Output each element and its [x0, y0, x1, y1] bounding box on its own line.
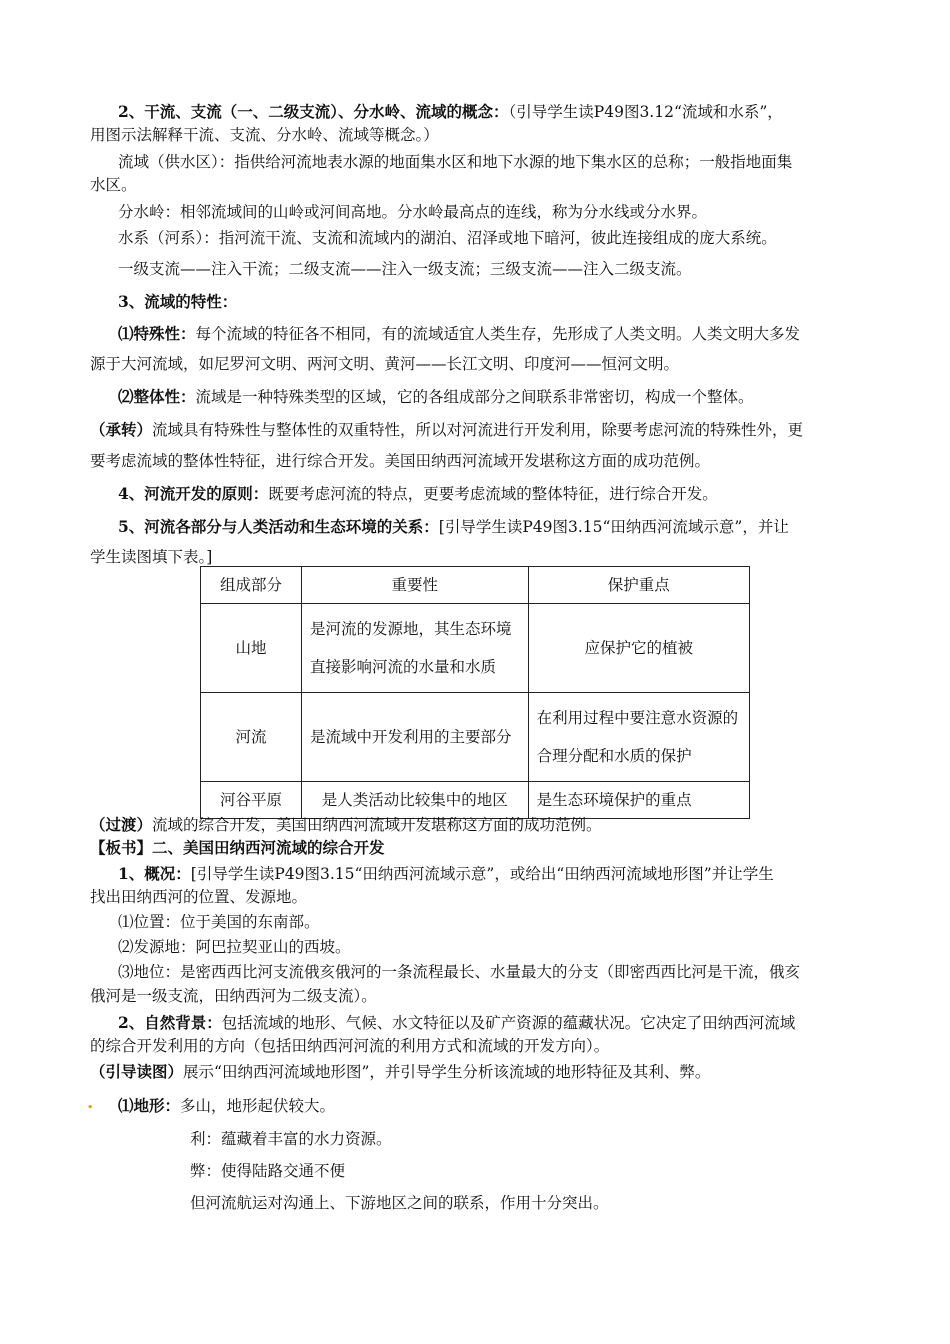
- paragraph-line: ⑴位置：位于美国的东南部。: [118, 913, 320, 931]
- paragraph-line: 源于大河流域，如尼罗河文明、两河文明、黄河——长江文明、印度河——恒河文明。: [90, 355, 680, 373]
- table-header-row: [201, 567, 750, 604]
- concept-heading-line: [118, 101, 908, 123]
- terrain-heading: ⑴地形：: [118, 1096, 181, 1115]
- river-parts-table: [200, 566, 750, 819]
- term-text: 每个流域的特征各不相同，有的流域适宜人类生存，先形成了人类文明。人类文明大多发: [195, 325, 801, 343]
- table-cell-part: 山地: [201, 604, 302, 693]
- paragraph-line: [90, 419, 880, 441]
- paragraph-line: [90, 1061, 880, 1083]
- paragraph-line: [118, 386, 908, 408]
- paragraph-line: 流域（供水区）：指供给河流地表水源的地面集水区和地下水源的地下集水区的总称；一般指地面集: [118, 153, 793, 171]
- table-cell-importance: 是河流的发源地，其生态环境直接影响河流的水量和水质: [301, 604, 528, 693]
- guide-text: 展示“田纳西河流域地形图”，并引导学生分析该流域的地形特征及其利、弊。: [183, 1063, 711, 1081]
- transition-text: 流域的综合开发，美国田纳西河流域开发堪称这方面的成功范例。: [152, 816, 602, 834]
- term-text: 流域是一种特殊类型的区域，它的各组成部分之间联系非常密切，构成一个整体。: [195, 388, 754, 406]
- paragraph-line: 找出田纳西河的位置、发源地。: [90, 888, 308, 906]
- paragraph-line: 分水岭：相邻流域间的山岭或河间高地。分水岭最高点的连线，称为分水线或分水界。: [118, 203, 708, 221]
- table-header-cell: 保护重点: [528, 567, 749, 604]
- board-heading: 【板书】二、美国田纳西河流域的综合开发: [90, 838, 385, 857]
- transition-label: （承转）: [90, 420, 153, 439]
- transition-label: （过渡）: [90, 815, 153, 834]
- paragraph-line: [118, 863, 908, 885]
- section-heading: 3、流域的特性：: [118, 292, 238, 311]
- paragraph-line: 的综合开发利用的方向（包括田纳西河河流的利用方式和流域的开发方向）。: [90, 1037, 610, 1055]
- table-cell-importance: 是流域中开发利用的主要部分: [301, 693, 528, 782]
- transition-text: 流域具有特殊性与整体性的双重特性，所以对河流进行开发利用，除要考虑河流的特殊性外，更: [152, 421, 804, 439]
- paragraph-line: ⑶地位：是密西西比河支流俄亥俄河的一条流程最长、水量最大的分支（即密西西比河是干流，俄亥: [118, 963, 801, 981]
- terrain-text: 多山，地形起伏较大。: [180, 1097, 336, 1115]
- overview-text: [引导学生读P49图3.15“田纳西河流域示意”，或给出“田纳西河流域地形图”并让学生: [190, 865, 774, 883]
- paragraph-line: 水区。: [90, 176, 137, 194]
- paragraph-line: [118, 1095, 908, 1117]
- table-cell-importance: 是人类活动比较集中的地区: [301, 782, 528, 819]
- overview-heading: 1、概况：: [118, 864, 191, 883]
- paragraph-line: [90, 814, 880, 836]
- paragraph-line: ⑵发源地：阿巴拉契亚山的西坡。: [118, 938, 351, 956]
- concept-guide-text: （引导学生读P49图3.12“流域和水系”，: [508, 103, 783, 121]
- table-cell-part: 河流: [201, 693, 302, 782]
- paragraph-line: [118, 1012, 908, 1034]
- paragraph-line: 要考虑流域的整体性特征，进行综合开发。美国田纳西河流域开发堪称这方面的成功范例。: [90, 452, 711, 470]
- bullet-dot-icon: .: [87, 1092, 94, 1113]
- relation-heading: 5、河流各部分与人类活动和生态环境的关系：: [118, 517, 439, 536]
- paragraph-line: [118, 483, 908, 505]
- paragraph-line: 一级支流——注入干流；二级支流——注入一级支流；三级支流——注入二级支流。: [118, 260, 692, 278]
- paragraph-line: 俄河是一级支流，田纳西河为二级支流）。: [90, 987, 377, 1005]
- paragraph-line: 用图示法解释干流、支流、分水岭、流域等概念。）: [90, 126, 439, 144]
- relation-guide-text: [引导学生读P49图3.15“田纳西河流域示意”，并让: [438, 518, 789, 536]
- table-cell-focus: 在利用过程中要注意水资源的合理分配和水质的保护: [528, 693, 749, 782]
- paragraph-line: 弊：使得陆路交通不便: [190, 1162, 346, 1180]
- table-cell-part: 河谷平原: [201, 782, 302, 819]
- principle-text: 既要考虑河流的特点，更要考虑流域的整体特征，进行综合开发。: [268, 485, 718, 503]
- table-cell-focus: 应保护它的植被: [528, 604, 749, 693]
- paragraph-line: 利：蕴藏着丰富的水力资源。: [190, 1130, 392, 1148]
- principle-heading: 4、河流开发的原则：: [118, 484, 269, 503]
- paragraph-line: 学生读图填下表。]: [90, 548, 213, 566]
- paragraph-line: [118, 516, 908, 538]
- paragraph-line: [118, 323, 908, 345]
- paragraph-line: 水系（河系）：指河流干流、支流和流域内的湖泊、沼泽或地下暗河，彼此连接组成的庞大系统。: [118, 229, 777, 247]
- table-header-cell: 组成部分: [201, 567, 302, 604]
- term-label: ⑵整体性：: [118, 387, 196, 406]
- table-cell-focus: 是生态环境保护的重点: [528, 782, 749, 819]
- term-label: ⑴特殊性：: [118, 324, 196, 343]
- table-row: [201, 693, 750, 782]
- guide-label: （引导读图）: [90, 1062, 184, 1081]
- table-header-cell: 重要性: [301, 567, 528, 604]
- background-heading: 2、自然背景：: [118, 1013, 222, 1032]
- paragraph-line: 但河流航运对沟通上、下游地区之间的联系，作用十分突出。: [190, 1194, 609, 1212]
- background-text: 包括流域的地形、气候、水文特征以及矿产资源的蕴藏状况。它决定了田纳西河流域: [221, 1014, 796, 1032]
- table-row: [201, 604, 750, 693]
- table-row: [201, 782, 750, 819]
- concept-heading: 2、干流、支流（一、二级支流）、分水岭、流域的概念：: [118, 102, 509, 121]
